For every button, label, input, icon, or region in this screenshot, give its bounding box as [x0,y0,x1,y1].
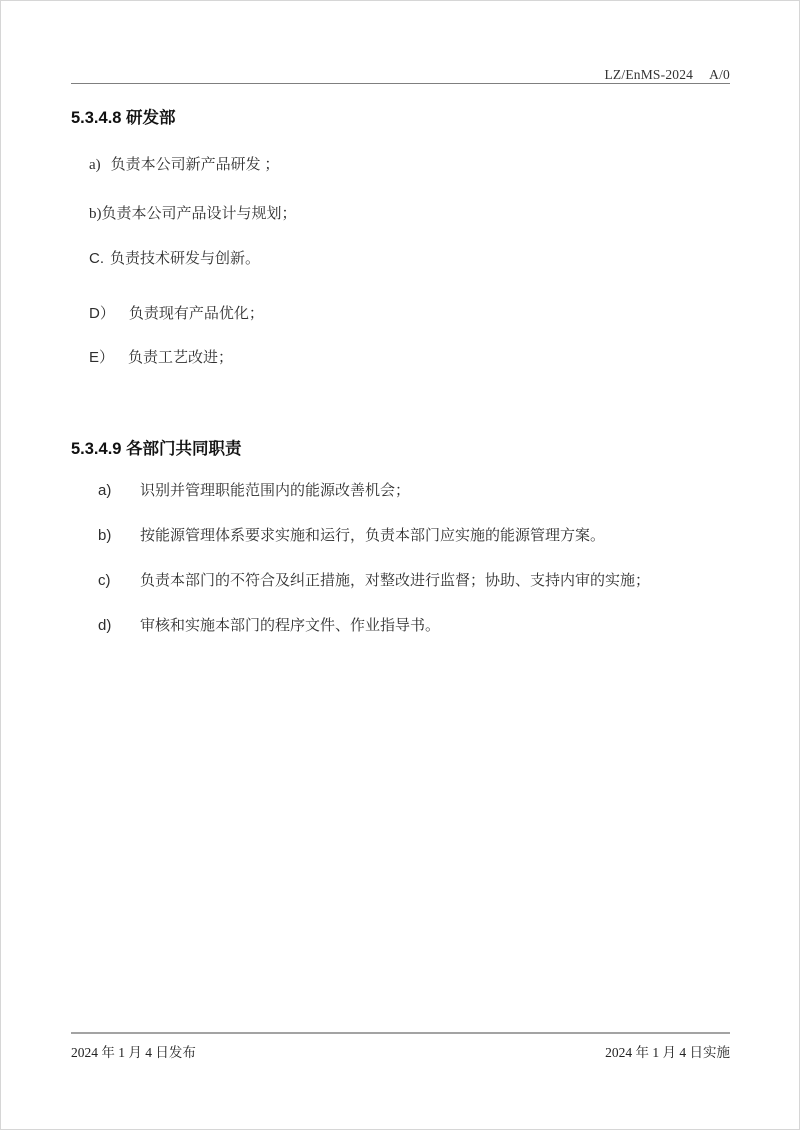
item-label: d) [98,617,112,634]
section-heading-5348: 5.3.4.8 研发部 [71,109,176,127]
doc-code-text: LZ/EnMS-2024 [604,67,694,82]
list-item [98,569,650,590]
list-item [98,524,605,545]
list-item [89,247,260,268]
footer-rule [71,1032,730,1034]
item-label: b) [89,206,102,222]
list-item [89,346,233,367]
item-label: a) [98,482,112,499]
doc-revision: A/0 [709,67,730,82]
item-label: D） [89,305,115,322]
item-label: E） [89,349,115,366]
item-text: 负责本公司产品设计与规划； [101,206,297,222]
item-text: 识别并管理职能范围内的能源改善机会； [140,483,411,499]
list-item [98,614,440,635]
item-label: c) [98,572,111,589]
list-item [89,202,297,223]
item-label: b) [98,527,112,544]
item-text: 负责本公司新产品研发 ； [110,157,280,173]
list-item [89,302,264,323]
list-item [89,153,279,174]
item-text: 负责现有产品优化； [128,306,264,322]
list-item [98,479,410,500]
section-heading-5349: 5.3.4.9 各部门共同职责 [71,440,242,458]
item-text: 负责技术研发与创新。 [110,251,261,267]
item-text: 负责本部门的不符合及纠正措施，对整改进行监督；协助、支持内审的实施； [140,573,651,589]
item-label: a) [89,157,101,173]
item-text: 审核和实施本部门的程序文件、作业指导书。 [140,618,441,634]
footer-implementation-date: 2024 年 1 月 4 日实施 [605,1045,730,1060]
item-text: 按能源管理体系要求实施和运行，负责本部门应实施的能源管理方案。 [140,528,606,544]
item-text: 负责工艺改进； [128,350,234,366]
header-rule [71,83,730,84]
footer-release-date: 2024 年 1 月 4 日发布 [71,1045,196,1060]
header-doc-code [604,67,730,83]
item-label: C. [89,250,104,267]
